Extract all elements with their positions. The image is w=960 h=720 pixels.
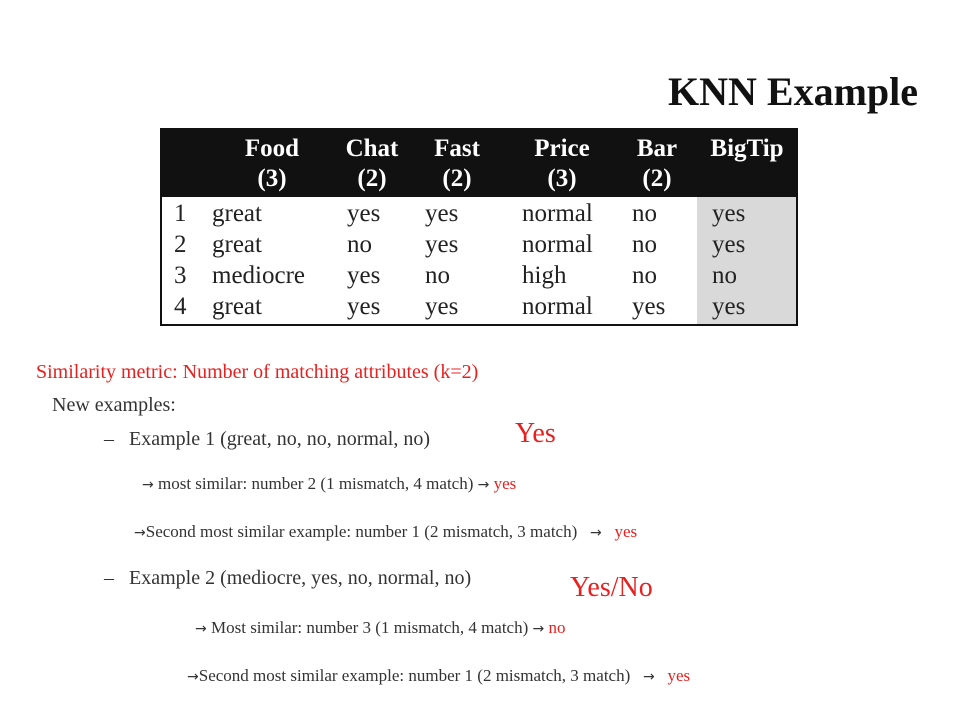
example-1-nearest: → most similar: number 2 (1 mismatch, 4 match) → yes xyxy=(142,474,517,493)
bullet-dash: – xyxy=(104,567,114,589)
arrow-right-icon: → xyxy=(134,525,146,541)
arrow-right-icon: → xyxy=(195,621,207,637)
example-2-second: →Second most similar example: number 1 (2 mismatch, 3 match) → yes xyxy=(187,666,691,685)
header-food: Food (3) xyxy=(244,135,300,192)
table-cell: yes xyxy=(425,200,459,227)
table-cell: normal xyxy=(522,200,593,227)
table-cell: yes xyxy=(712,200,746,227)
arrow-right-icon: → xyxy=(643,669,655,685)
table-cell: no xyxy=(712,262,737,289)
example-1-label: Example 1 (great, no, no, normal, no) xyxy=(129,428,431,450)
knn-table xyxy=(160,128,798,326)
header-bar: Bar (2) xyxy=(636,135,678,192)
table-cell: great xyxy=(212,200,262,227)
table-cell: no xyxy=(632,200,657,227)
table-cell: yes xyxy=(347,262,381,289)
arrow-right-icon: → xyxy=(477,477,490,493)
table-cell: yes xyxy=(712,293,746,320)
result-text: yes xyxy=(663,666,691,685)
table-cell: no xyxy=(632,262,657,289)
table-cell: yes xyxy=(712,231,746,258)
table-cell: yes xyxy=(632,293,666,320)
header-fast: Fast (2) xyxy=(434,135,480,192)
table-header xyxy=(162,130,796,197)
example-2-line xyxy=(104,567,471,590)
table-cell: yes xyxy=(425,293,459,320)
arrow-right-icon: → xyxy=(187,669,199,685)
table-cell: no xyxy=(347,231,372,258)
row-number: 4 xyxy=(174,293,187,320)
row-number: 1 xyxy=(174,200,187,227)
result-text: yes xyxy=(610,522,638,541)
row-number: 3 xyxy=(174,262,187,289)
example-2-answer: Yes/No xyxy=(570,572,653,603)
arrow-right-icon: → xyxy=(142,477,154,493)
header-price: Price (3) xyxy=(534,135,590,192)
example-1-line xyxy=(104,428,430,451)
bullet-dash: – xyxy=(104,428,114,450)
similarity-metric: Similarity metric: Number of matching attributes (k=2) xyxy=(36,361,479,383)
table-cell: mediocre xyxy=(212,262,306,289)
new-examples-label: New examples: xyxy=(52,394,176,416)
example-2-label: Example 2 (mediocre, yes, no, normal, no) xyxy=(129,567,472,589)
table-cell: yes xyxy=(347,200,381,227)
table-cell: normal xyxy=(522,293,593,320)
result-text: yes xyxy=(489,474,517,493)
slide-title: KNN Example xyxy=(668,69,918,114)
arrow-right-icon: → xyxy=(532,621,545,637)
table-cell: no xyxy=(632,231,657,258)
row-number: 2 xyxy=(174,231,187,258)
table-cell: yes xyxy=(347,293,381,320)
table-cell: high xyxy=(522,262,567,289)
example-2-nearest: → Most similar: number 3 (1 mismatch, 4 match) → no xyxy=(195,618,566,637)
example-1-second: →Second most similar example: number 1 (2 mismatch, 3 match) → yes xyxy=(134,522,638,541)
table-cell: yes xyxy=(425,231,459,258)
table-cell: no xyxy=(425,262,450,289)
arrow-right-icon: → xyxy=(590,525,602,541)
result-text: no xyxy=(544,618,566,637)
header-chat: Chat (2) xyxy=(345,135,399,192)
header-bigtip: BigTip xyxy=(710,135,784,162)
example-1-answer: Yes xyxy=(515,418,556,449)
table-cell: great xyxy=(212,293,262,320)
table-cell: great xyxy=(212,231,262,258)
table-cell: normal xyxy=(522,231,593,258)
